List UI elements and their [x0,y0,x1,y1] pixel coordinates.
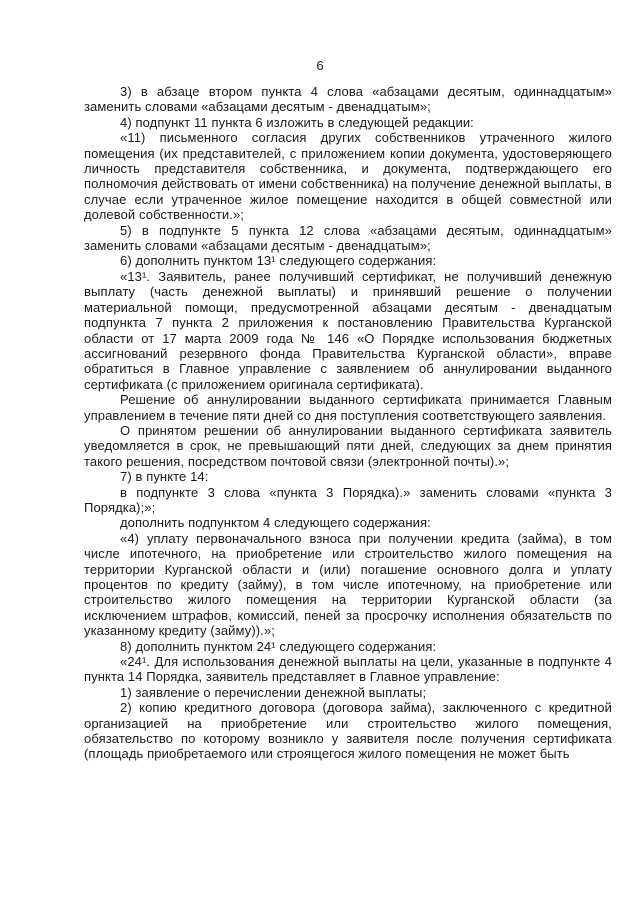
paragraph-15: 1) заявление о перечислении денежной выплаты; [120,684,427,700]
paragraph-13: 8) дополнить пунктом 24¹ следующего содержания: [120,638,437,654]
paragraph-10: в подпункте 3 слова «пункта 3 Порядка).» заменить словами «пункта 3 Порядка);»; [84,484,612,515]
page-number: 6 [316,58,324,73]
paragraph-8: О принятом решении об аннулировании выданного сертификата заявитель уведомляется в срок, не превышающий пяти дней, следующих за днем принятия такого решения, посредством почтовой связи (электронной почты).»; [84,422,612,469]
paragraph-7: Решение об аннулировании выданного сертификата принимается Главным управлением в течение пяти дней со дня поступления соответствующего заявления. [84,392,612,423]
paragraph-4: 5) в подпункте 5 пункта 12 слова «абзацами десятым, одиннадцатым» заменить словами «абзацами десятым - двенадцатым»; [84,222,612,254]
paragraph-11: дополнить подпунктом 4 следующего содержания: [120,515,431,531]
paragraph-16: 2) копию кредитного договора (договора займа), заключенного с кредитной организацией на приобретение или строительство жилого помещения, обязательство по которому возникло у заявителя после получения сертификата (площадь приобретаемого или строящегося жилого помещения не может быть [84,700,612,762]
paragraph-6: «13¹. Заявитель, ранее получивший сертификат, не получивший денежную выплату (часть денежной выплаты) и принявший решение о получении материальной помощи, предусмотренной абзацами десятым - двенадцатым подпункта 7 пункта 2 приложения к постановлению Правительства Курганской области от 17 марта 2009 года № 146 «О Порядке использования бюджетных ассигнований резервного фонда Правительства Курганской области», вправе обратиться в Главное управление с заявлением об аннулировании выданного сертификата (с приложением оригинала сертификата). [84,268,612,392]
paragraph-5: 6) дополнить пунктом 13¹ следующего содержания: [120,253,437,269]
paragraph-1: 3) в абзаце втором пункта 4 слова «абзацами десятым, одиннадцатым» заменить словами «абзацами десятым - двенадцатым»; [84,84,612,115]
paragraph-3: «11) письменного согласия других собственников утраченного жилого помещения (их представителей, с приложением копии документа, удостоверяющего личность представителя собственника, и документа, подтверждающего его полномочия действовать от имени собственника) на получение денежной выплаты, в случае если утраченное жилое помещение находится в общей совместной или долевой собственности.»; [84,130,612,223]
paragraph-14: «24¹. Для использования денежной выплаты на цели, указанные в подпункте 4 пункта 14 Порядка, заявитель представляет в Главное управление: [84,654,612,685]
paragraph-12: «4) уплату первоначального взноса при получении кредита (займа), в том числе ипотечного, на приобретение или строительство жилого помещения на территории Курганской области и (или) погашение основного долга и уплату процентов по кредиту (займу), в том числе ипотечному, на приобретение или строительство жилого помещения на территории Курганской области (за исключением штрафов, комиссий, пеней за просрочку исполнения обязательств по указанному кредиту (займу)).»; [84,530,612,639]
paragraph-2: 4) подпункт 11 пункта 6 изложить в следующей редакции: [120,114,474,130]
document-body [84,84,612,762]
paragraph-9: 7) в пункте 14: [120,469,209,485]
